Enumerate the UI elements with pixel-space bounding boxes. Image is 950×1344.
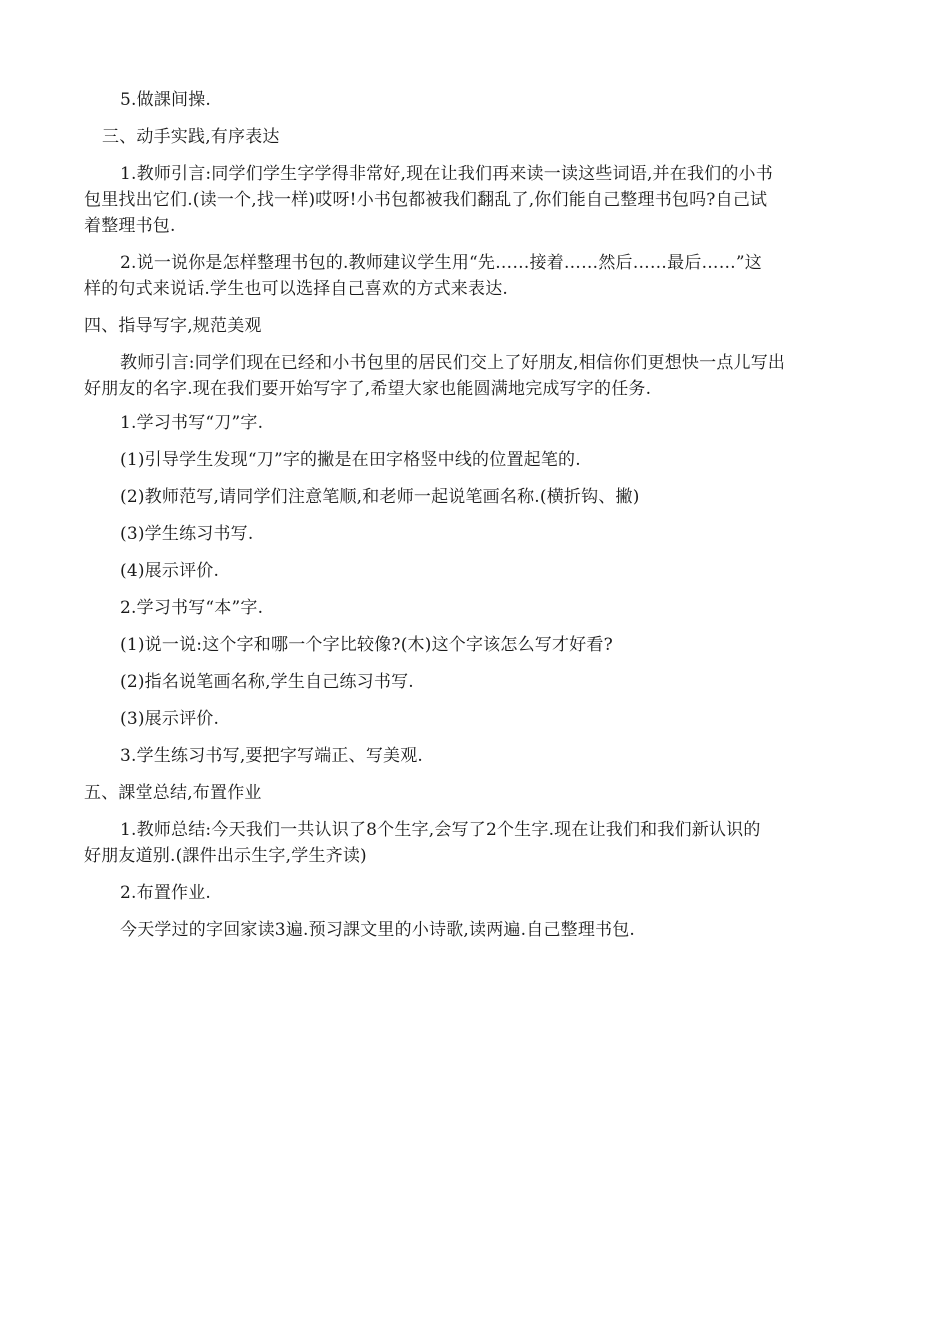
section-5-heading: 五、課堂总结,布置作业 [84,783,262,803]
section-3-item-1-line-3: 着整理书包. [84,216,176,236]
section-4-item-2-sub-3: (3)展示评价. [120,709,220,729]
section-3-heading: 三、动手实践,有序表达 [102,127,280,147]
section-3-item-2-line-2: 样的句式来说话.学生也可以选择自己喜欢的方式来表达. [84,279,509,299]
section-3-item-2-line-1: 2.说一说你是怎样整理书包的.教师建议学生用“先……接着……然后……最后……”这 [120,253,763,273]
section-4-item-1-sub-3: (3)学生练习书写. [120,524,254,544]
section-4-heading: 四、指导写字,规范美观 [84,316,262,336]
section-4-item-1-sub-4: (4)展示评价. [120,561,220,581]
section-4-intro-line-1: 教师引言:同学们现在已经和小书包里的居民们交上了好朋友,相信你们更想快一点儿写出 [120,353,786,373]
step-5-exercise: 5.做課间操. [120,90,212,110]
section-4-item-2-sub-2: (2)指名说笔画名称,学生自己练习书写. [120,672,414,692]
section-4-item-2: 2.学习书写“本”字. [120,598,264,618]
section-4-item-1: 1.学习书写“刀”字. [120,413,264,433]
section-4-item-3: 3.学生练习书写,要把字写端正、写美观. [120,746,424,766]
section-4-item-2-sub-1: (1)说一说:这个字和哪一个字比较像?(木)这个字该怎么写才好看? [120,635,613,655]
section-5-item-1-line-1: 1.教师总结:今天我们一共认识了8个生字,会写了2个生字.现在让我们和我们新认识的 [120,820,761,840]
section-4-item-1-sub-1: (1)引导学生发现“刀”字的撇是在田字格竖中线的位置起笔的. [120,450,581,470]
section-5-homework: 今天学过的字回家读3遍.预习課文里的小诗歌,读两遍.自己整理书包. [120,920,636,940]
section-3-item-1-line-2: 包里找出它们.(读一个,找一样)哎呀!小书包都被我们翻乱了,你们能自己整理书包吗?自己试 [84,190,768,210]
section-5-item-2: 2.布置作业. [120,883,212,903]
section-3-item-1-line-1: 1.教师引言:同学们学生字学得非常好,现在让我们再来读一读这些词语,并在我们的小书 [120,164,773,184]
section-4-intro-line-2: 好朋友的名字.现在我们要开始写字了,希望大家也能圆满地完成写字的任务. [84,379,652,399]
section-4-item-1-sub-2: (2)教师范写,请同学们注意笔顺,和老师一起说笔画名称.(横折钩、撇) [120,487,640,507]
section-5-item-1-line-2: 好朋友道别.(課件出示生字,学生齐读) [84,846,367,866]
